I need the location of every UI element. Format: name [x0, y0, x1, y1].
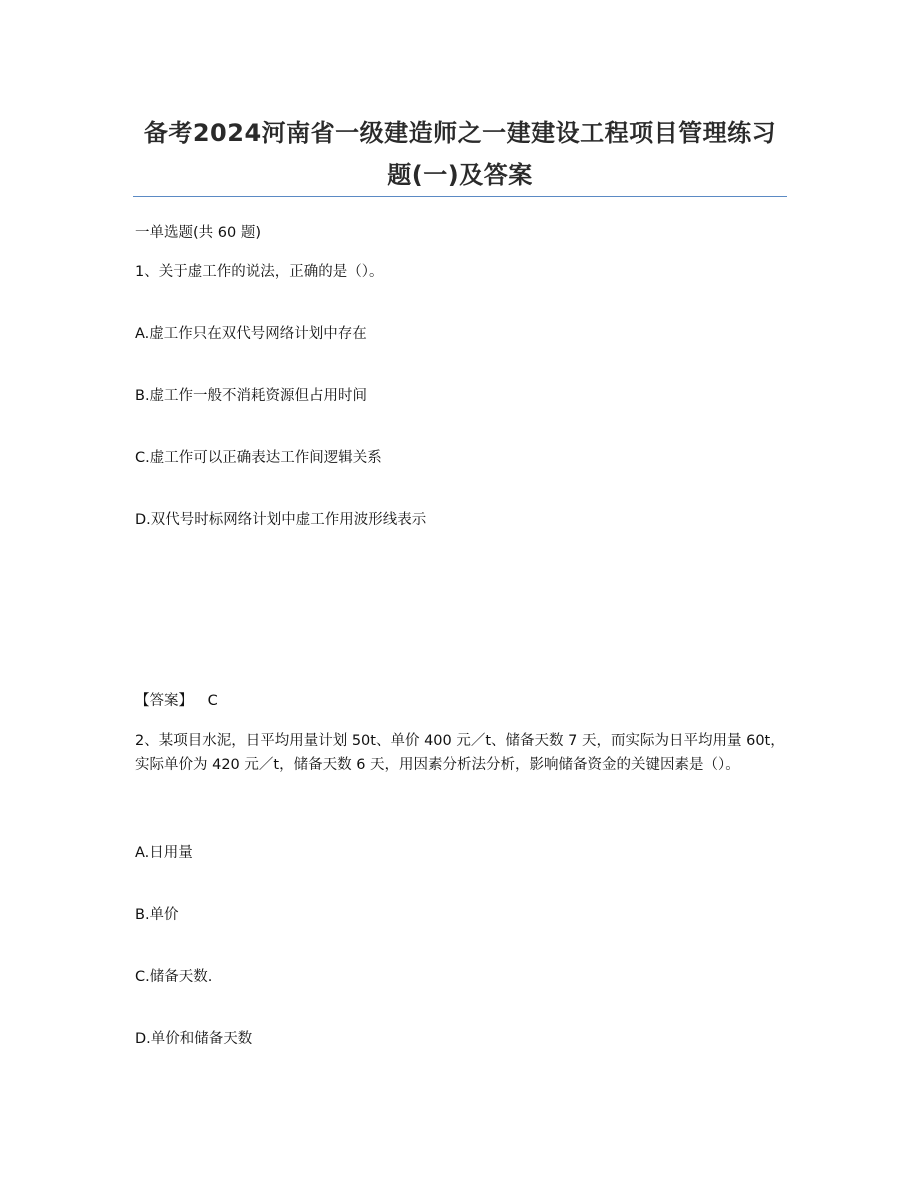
title-line-2: 题(一)及答案	[387, 161, 533, 189]
question-2-stem: 2、某项目水泥，日平均用量计划 50t、单价 400 元／t、储备天数 7 天，而实际为日平均用量 60t，实际单价为 420 元／t，储备天数 6 天，用因素分析法分析，影响储备资金的关键因素是（）。	[135, 733, 785, 773]
section-label: 一单选题(共 60 题)	[135, 225, 261, 241]
answer-value: C	[207, 693, 218, 709]
question-1-stem: 1、关于虚工作的说法，正确的是（）。	[135, 264, 384, 280]
question-2-option-b: B.单价	[135, 907, 179, 923]
answer-label: 【答案】	[135, 693, 193, 709]
question-1-option-c: C.虚工作可以正确表达工作间逻辑关系	[135, 450, 382, 466]
question-2-option-a: A.日用量	[135, 845, 193, 861]
title-line-1: 备考2024河南省一级建造师之一建建设工程项目管理练习	[143, 119, 777, 147]
question-2-option-d: D.单价和储备天数	[135, 1031, 253, 1047]
question-1-answer	[135, 690, 218, 712]
question-2-option-c: C.储备天数.	[135, 969, 213, 985]
question-1-option-a: A.虚工作只在双代号网络计划中存在	[135, 326, 367, 342]
question-1-option-d: D.双代号时标网络计划中虚工作用波形线表示	[135, 512, 427, 528]
title-divider	[133, 196, 787, 197]
document-title	[120, 112, 800, 196]
question-1-option-b: B.虚工作一般不消耗资源但占用时间	[135, 388, 368, 404]
